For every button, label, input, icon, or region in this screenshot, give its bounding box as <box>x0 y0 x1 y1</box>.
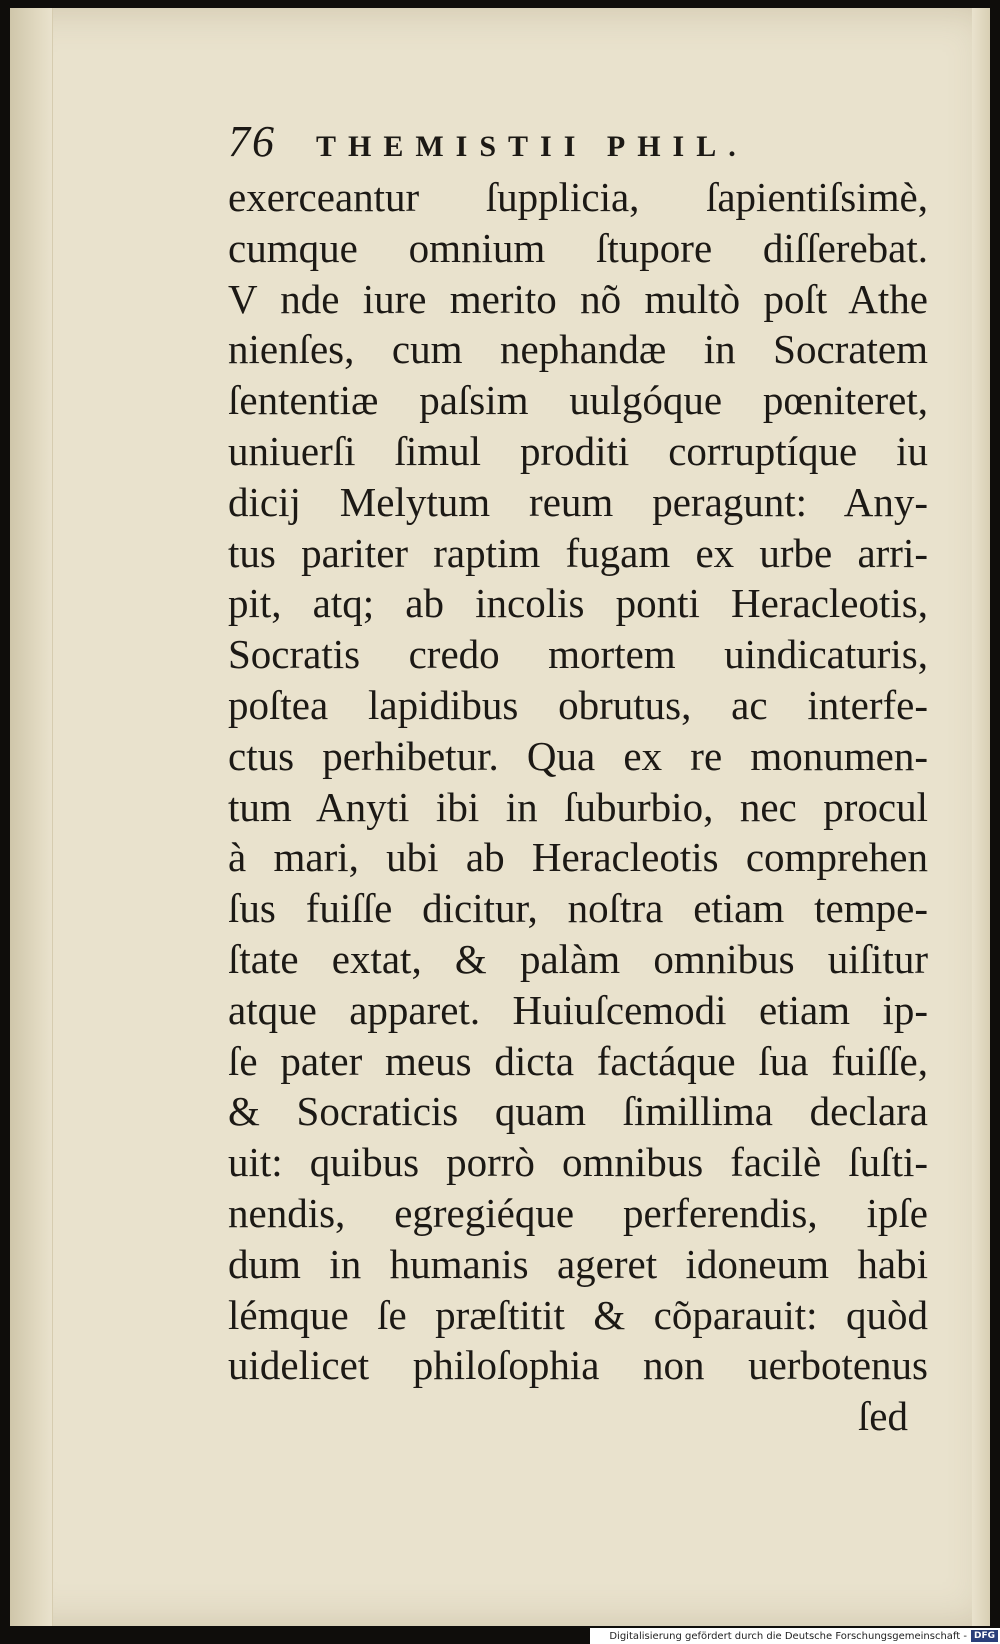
text-line: tum Anyti ibi in ſuburbio, nec procul <box>228 783 928 830</box>
text-line: V nde iure merito nõ multò poſt Athe <box>228 275 928 322</box>
text-line: dum in humanis ageret idoneum habi <box>228 1240 928 1287</box>
text-line: poſtea lapidibus obrutus, ac interfe- <box>228 681 928 728</box>
text-line: ſus fuiſſe dicitur, noſtra etiam tempe- <box>228 885 928 932</box>
text-line: ſententiæ paſsim uulgóque pœniteret, <box>228 377 928 424</box>
digitization-footer <box>590 1628 1000 1644</box>
text-line: tus pariter raptim fugam ex urbe arri- <box>228 529 928 576</box>
text-line: à mari, ubi ab Heracleotis comprehen <box>228 834 928 881</box>
page-gutter <box>10 8 53 1626</box>
text-line: atque apparet. Huiuſcemodi etiam ip- <box>228 986 928 1033</box>
text-line: ctus perhibetur. Qua ex re monumen- <box>228 732 928 779</box>
text-line: lémque ſe præſtitit & cõparauit: quòd <box>228 1291 928 1338</box>
book-page <box>10 8 990 1626</box>
text-line: pit, atq; ab incolis ponti Heracleotis, <box>228 580 928 627</box>
text-line: cumque omnium ſtupore diſſerebat. <box>228 224 928 271</box>
text-line: uniuerſi ſimul proditi corruptíque iu <box>228 427 928 474</box>
text-line: ſe pater meus dicta factáque ſua fuiſſe, <box>228 1037 928 1084</box>
running-head <box>228 116 928 172</box>
text-line: exerceantur ſupplicia, ſapientiſsimè, <box>228 174 928 220</box>
text-line: nienſes, cum nephandæ in Socratem <box>228 326 928 373</box>
text-line: Socratis credo mortem uindicaturis, <box>228 631 928 678</box>
text-line: uidelicet philoſophia non uerbotenus <box>228 1342 928 1389</box>
text-line: uit: quibus porrò omnibus facilè ſuſti- <box>228 1139 928 1186</box>
running-head-title: THEMISTII PHIL. <box>316 130 748 163</box>
page-edge <box>972 8 990 1626</box>
text-line: & Socraticis quam ſimillima declara <box>228 1088 928 1135</box>
page-number: 76 <box>228 117 276 166</box>
text-line: ſtate extat, & palàm omnibus uiſitur <box>228 935 928 982</box>
text-line: dicij Melytum reum peragunt: Any- <box>228 478 928 525</box>
dfg-logo-icon: DFG <box>971 1630 998 1642</box>
footer-credit-text: Digitalisierung gefördert durch die Deutsche Forschungsgemeinschaft - <box>609 1630 967 1642</box>
catchword: ſed <box>857 1393 908 1440</box>
text-line: nendis, egregiéque perferendis, ipſe <box>228 1189 928 1236</box>
text-block <box>228 116 928 1442</box>
